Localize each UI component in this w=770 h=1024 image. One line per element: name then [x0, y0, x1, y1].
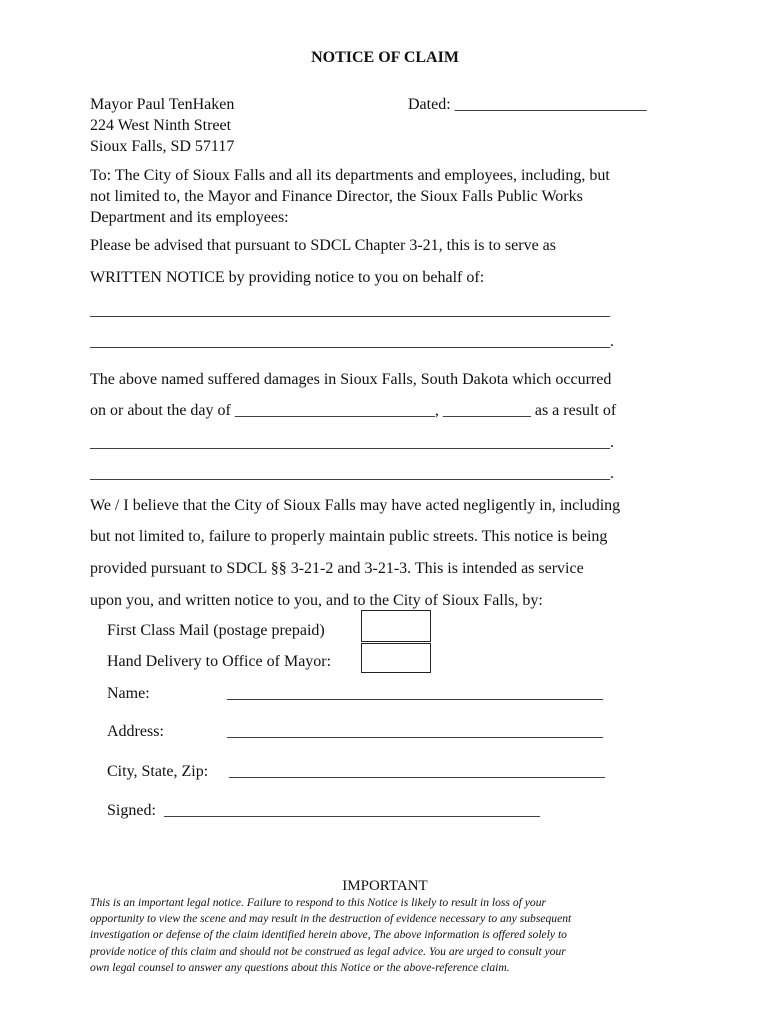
negligence-line-3: provided pursuant to SDCL §§ 3-21-2 and 3-21-3. This is intended as service	[90, 560, 584, 577]
first-class-mail-label: First Class Mail (postage prepaid)	[107, 622, 325, 639]
to-line-2: not limited to, the Mayor and Finance Director, the Sioux Falls Public Works	[90, 188, 583, 205]
notice-line-2: opportunity to view the scene and may result in the destruction of evidence necessary to any subsequent	[90, 912, 572, 926]
recipient-city: Sioux Falls, SD 57117	[90, 138, 235, 155]
to-line-3: Department and its employees:	[90, 209, 289, 226]
name-field[interactable]: _______________________________________________	[227, 685, 603, 702]
name-label: Name:	[107, 685, 150, 702]
important-heading: IMPORTANT	[342, 878, 428, 894]
address-field[interactable]: _______________________________________________	[227, 723, 603, 740]
city-state-zip-field[interactable]: _______________________________________________	[229, 763, 605, 780]
notice-line-1: This is an important legal notice. Failure to respond to this Notice is likely to result in loss of your	[90, 896, 546, 909]
city-state-zip-label: City, State, Zip:	[107, 763, 209, 780]
notice-line-5: own legal counsel to answer any questions about this Notice or the above-reference claim.	[90, 960, 510, 974]
claimant-blank-2[interactable]: _________________________________________________________________.	[90, 333, 614, 350]
damages-line-1: The above named suffered damages in Sioux Falls, South Dakota which occurred	[90, 371, 612, 388]
first-class-mail-checkbox[interactable]	[361, 610, 431, 642]
signed-label: Signed:	[107, 802, 156, 819]
cause-blank-1[interactable]: _________________________________________________________________.	[90, 434, 614, 451]
notice-line-4: provide notice of this claim and should not be construed as legal advice. You are urged to consult your	[90, 944, 566, 958]
recipient-name: Mayor Paul TenHaken	[90, 96, 235, 113]
recipient-street: 224 West Ninth Street	[90, 117, 232, 134]
important-notice	[90, 895, 690, 976]
signature-field[interactable]: _______________________________________________	[164, 802, 540, 819]
negligence-line-4: upon you, and written notice to you, and to the City of Sioux Falls, by:	[90, 592, 543, 609]
cause-blank-2[interactable]: _________________________________________________________________.	[90, 465, 614, 482]
dated-field[interactable]: Dated: ________________________	[408, 96, 647, 113]
address-label: Address:	[107, 723, 164, 740]
negligence-line-2: but not limited to, failure to properly maintain public streets. This notice is being	[90, 528, 608, 545]
document-title: NOTICE OF CLAIM	[311, 49, 459, 66]
advised-line: Please be advised that pursuant to SDCL Chapter 3-21, this is to serve as	[90, 237, 556, 254]
damages-line-2[interactable]: on or about the day of _________________________, ___________ as a result of	[90, 402, 617, 419]
notice-line-3: investigation or defense of the claim identified herein above, The above information is offered solely to	[90, 928, 567, 942]
hand-delivery-label: Hand Delivery to Office of Mayor:	[107, 653, 332, 670]
written-notice-line: WRITTEN NOTICE by providing notice to you on behalf of:	[90, 269, 485, 286]
claimant-blank-1[interactable]: _________________________________________________________________	[90, 302, 610, 319]
hand-delivery-checkbox[interactable]	[361, 643, 431, 673]
to-line-1: To: The City of Sioux Falls and all its departments and employees, including, but	[90, 167, 610, 184]
negligence-line-1: We / I believe that the City of Sioux Falls may have acted negligently in, including	[90, 497, 621, 514]
